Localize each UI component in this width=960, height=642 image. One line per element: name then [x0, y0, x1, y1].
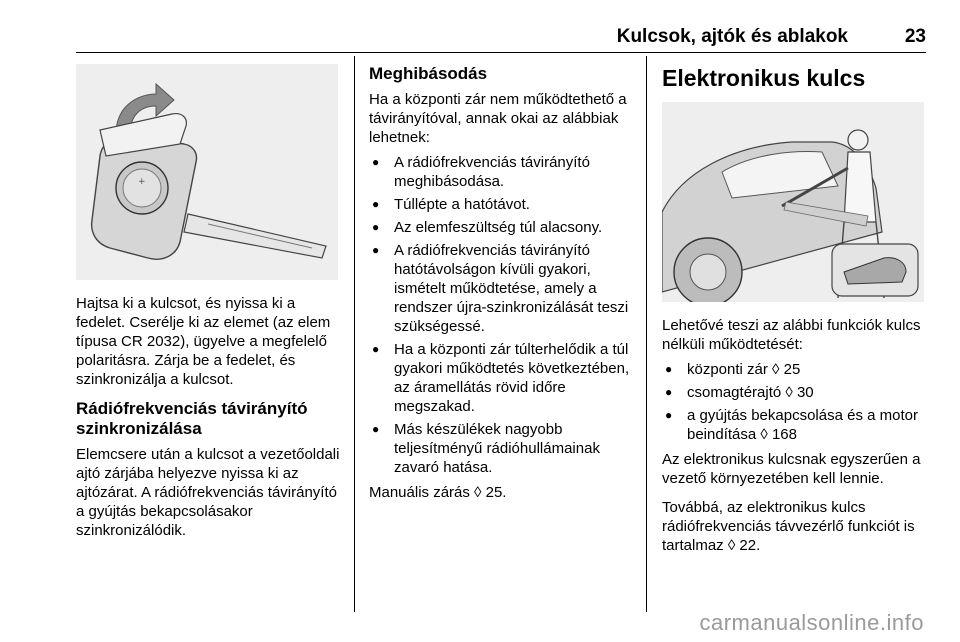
- electronic-key-heading: Elektronikus kulcs: [662, 65, 866, 91]
- list-item: ● A rádiófrekvenciás távirányító meghibásodása.: [369, 153, 637, 191]
- list-item: ● Az elemfeszültség túl alacsony.: [369, 218, 637, 237]
- column-divider-1: [354, 56, 355, 612]
- middle-column: [369, 64, 637, 512]
- sync-heading: Rádiófrekvenciás távirányító szinkronizálása: [76, 399, 308, 438]
- fault-heading: Meghibásodás: [369, 64, 488, 83]
- watermark: carmanualsonline.info: [699, 610, 924, 635]
- column-divider-2: [646, 56, 647, 612]
- list-item: ● Ha a központi zár túlterhelődik a túl gyakori működtetés következtében, az áramellátás rövid időre megszakad.: [369, 340, 637, 416]
- page-number: 23: [904, 26, 926, 47]
- list-item: ● Más készülékek nagyobb teljesítményű rádióhullámainak zavaró hatása.: [369, 420, 637, 477]
- svg-text:+: +: [138, 177, 146, 187]
- list-item: ● központi zár ◊ 25: [662, 360, 930, 379]
- list-item: ● Túllépte a hatótávot.: [369, 195, 637, 214]
- electronic-key-text-1: Az elektronikus kulcsnak egyszerűen a vezető környezetében kell lennie.: [662, 451, 921, 487]
- list-item: ● csomagtérajtó ◊ 30: [662, 383, 930, 402]
- header-divider: [76, 52, 926, 53]
- battery-replacement-text: Hajtsa ki a kulcsot, és nyissa ki a fedelet. Cserélje ki az elemet (az elem típusa CR 2032), ügyelve a megfelelő polaritásra. Zárja be a fedelet, és szinkronizálja a kulcsot.: [76, 295, 331, 388]
- list-item: ● A rádiófrekvenciás távirányító hatótávolságon kívüli gyakori, ismételt működtetése, amely a rendszer újra-szinkronizálását teszi szükségessé.: [369, 241, 637, 336]
- car-keyless-illustration-icon: [662, 102, 924, 302]
- manual-lock-reference: Manuális zárás ◊ 25.: [369, 484, 507, 501]
- right-column: [662, 64, 930, 565]
- fault-list: [369, 153, 637, 477]
- sync-text: Elemcsere után a kulcsot a vezetőoldali ajtó zárjába helyezve nyissa ki az ajtózárat. A rádiófrekvenciás távirányító a gyújtás bekapcsolásakor szinkronizálódik.: [76, 446, 340, 539]
- list-item: ● a gyújtás bekapcsolása és a motor beindítása ◊ 168: [662, 406, 930, 444]
- page-header-title: Kulcsok, ajtók és ablakok: [616, 26, 848, 47]
- electronic-key-intro: Lehetővé teszi az alábbi funkciók kulcs nélküli működtetését:: [662, 317, 921, 353]
- function-list: [662, 360, 930, 444]
- fault-intro: Ha a központi zár nem működtethető a távirányítóval, annak okai az alábbiak lehetnek:: [369, 91, 627, 146]
- electronic-key-text-2: Továbbá, az elektronikus kulcs rádiófrekvenciás távvezérlő funkciót is tartalmaz ◊ 22.: [662, 499, 915, 554]
- key-battery-illustration-icon: [76, 64, 338, 280]
- left-column: [76, 64, 344, 550]
